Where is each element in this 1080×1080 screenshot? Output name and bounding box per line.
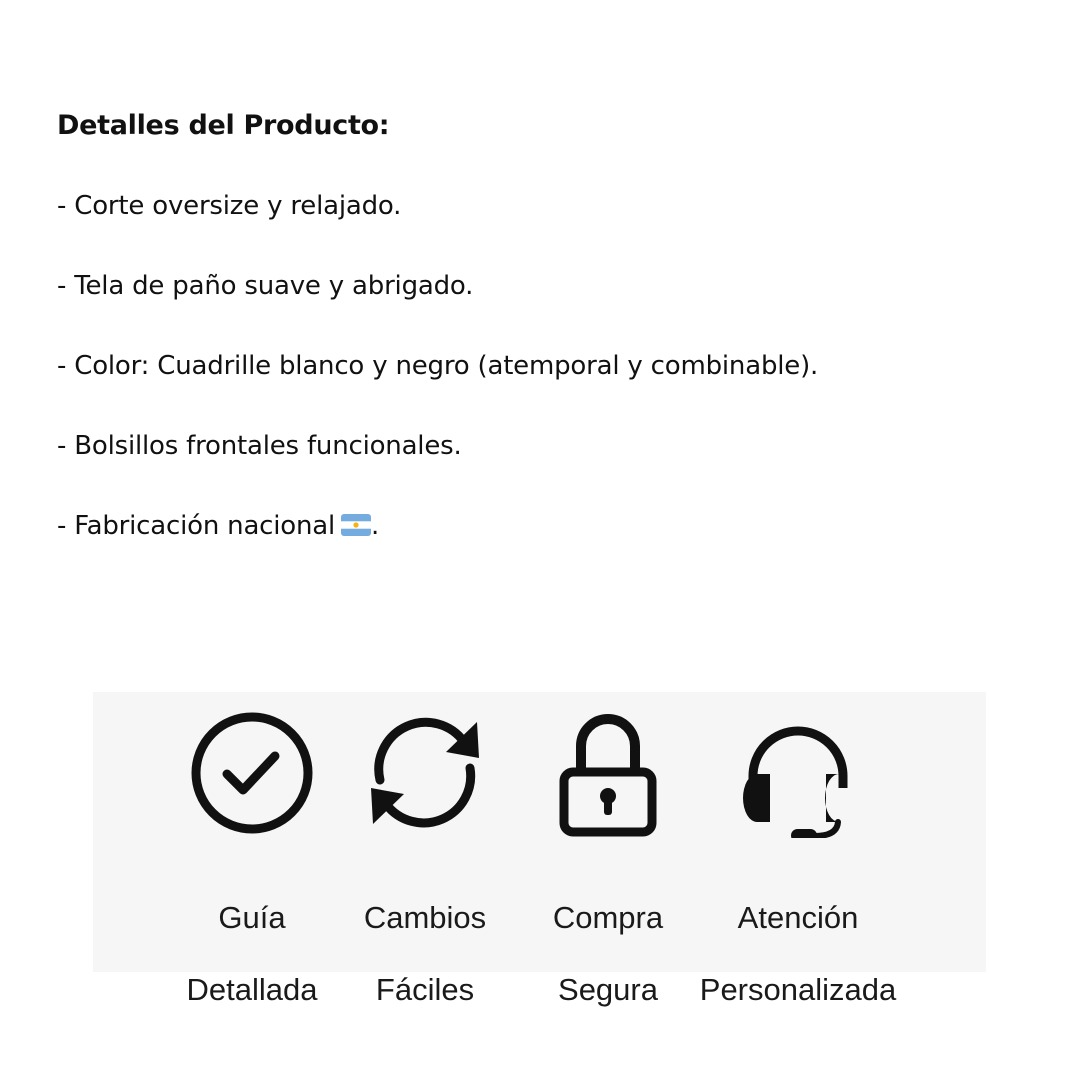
trust-badges-panel (93, 692, 986, 1007)
padlock-icon (543, 708, 673, 838)
badge-label (152, 864, 352, 1044)
badge-label-line: Cambios (363, 900, 487, 935)
check-circle-icon (187, 708, 317, 838)
detail-item: - Color: Cuadrille blanco y negro (atemporal y combinable). (57, 351, 819, 381)
badge-label-line: Fáciles (375, 972, 475, 1007)
badge-label (698, 864, 898, 1044)
details-title: Detalles del Producto: (57, 110, 390, 141)
badge-label-line: Guía (218, 900, 286, 935)
badge-label-line: Compra (552, 900, 664, 935)
headset-icon (733, 708, 863, 838)
detail-item-text: - Fabricación nacional (57, 511, 336, 541)
detail-item-suffix: . (371, 511, 380, 541)
detail-item: - Corte oversize y relajado. (57, 191, 402, 221)
badge-label (508, 864, 708, 1044)
detail-item: - Bolsillos frontales funcionales. (57, 431, 462, 461)
product-details (57, 106, 1037, 586)
argentina-flag-icon (341, 514, 371, 536)
detail-item-manufacturing (57, 506, 1037, 546)
badge-label (325, 864, 525, 1044)
detail-list (57, 186, 1037, 546)
badge-label-line: Atención (737, 900, 859, 935)
badge-label-line: Personalizada (699, 972, 897, 1007)
badge-label-line: Segura (558, 972, 658, 1007)
badge-label-line: Detallada (186, 972, 318, 1007)
detail-item: - Tela de paño suave y abrigado. (57, 271, 474, 301)
refresh-arrows-icon (360, 708, 490, 838)
